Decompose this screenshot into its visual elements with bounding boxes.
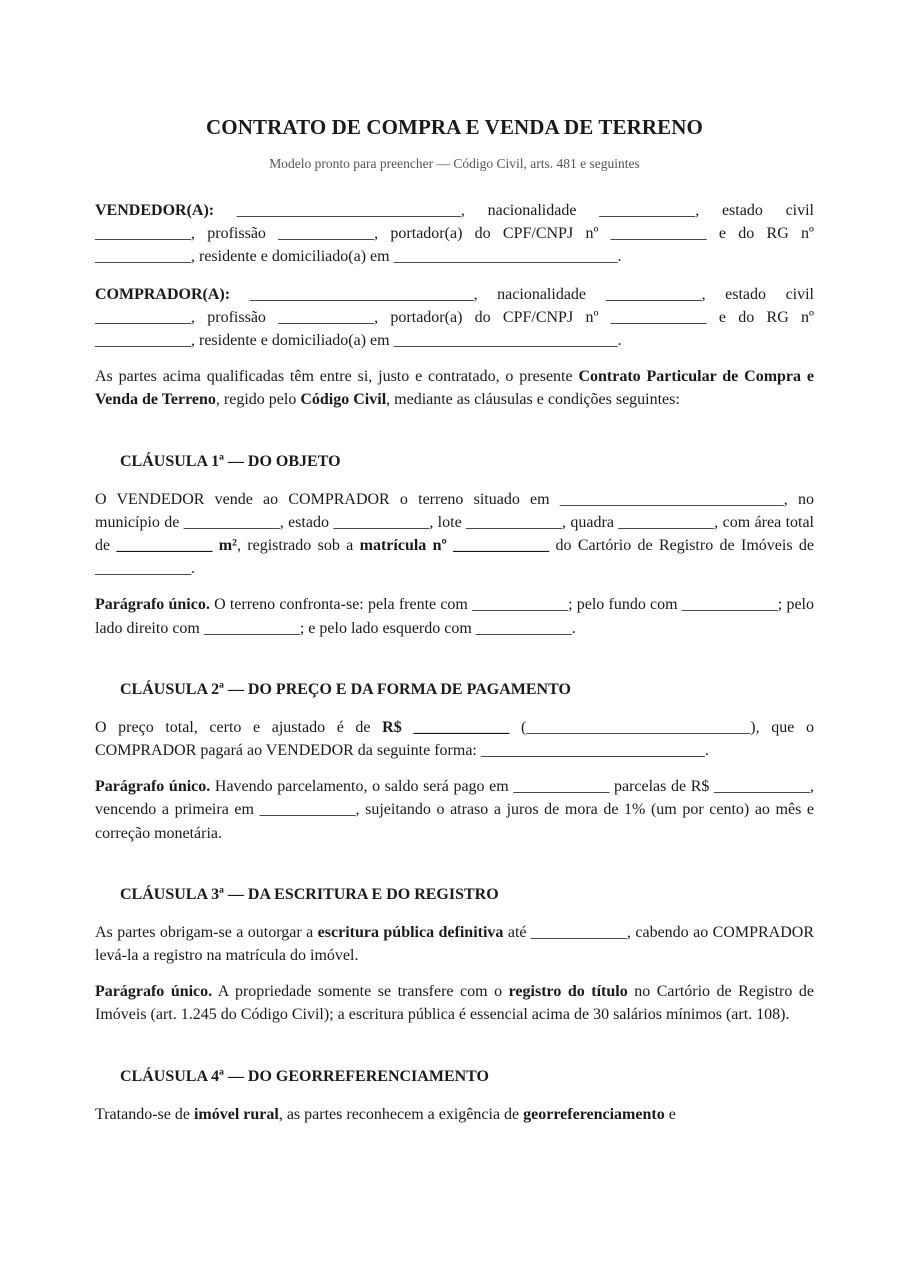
preamble-text: , regido pelo: [215, 391, 301, 409]
preamble-bold-code: Código Civil: [300, 391, 387, 409]
clause-text: A propriedade somente se transfere com o: [212, 983, 509, 1001]
clause-bold: matrícula nº ____________: [359, 537, 550, 555]
clause-2-paragraph: [95, 716, 814, 762]
preamble-bold-contract: Contrato Particular de Compra e Venda de Terreno: [95, 368, 814, 409]
clause-2-sole-paragraph: [95, 775, 814, 845]
clause-4-paragraph: [95, 1103, 814, 1126]
clause-2-heading: CLÁUSULA 2ª — DO PREÇO E DA FORMA DE PAGAMENTO: [120, 680, 571, 698]
sole-paragraph-label: Parágrafo único.: [95, 596, 210, 614]
clause-text: no Cartório de Registro de Imóveis (art. 1.245 do Código Civil); a escritura pública é essencial acima de 30 salários mínimos (art. 108).: [95, 983, 814, 1024]
clause-text: até ____________, cabendo ao COMPRADOR levá-la a registro na matrícula do imóvel.: [95, 923, 814, 965]
seller-qualification: [95, 199, 814, 269]
clause-bold: ____________ m²: [116, 537, 237, 555]
preamble-text: , mediante as cláusulas e condições seguintes:: [386, 391, 680, 409]
clause-bold: registro do título: [508, 983, 628, 1001]
buyer-qualification: [95, 283, 814, 353]
clause-4-heading: CLÁUSULA 4ª — DO GEORREFERENCIAMENTO: [120, 1067, 489, 1085]
sole-paragraph-label: Parágrafo único.: [95, 778, 211, 796]
document-subtitle: Modelo pronto para preencher — Código Civil, arts. 481 e seguintes: [269, 156, 640, 171]
clause-3-sole-paragraph: [95, 980, 814, 1026]
clause-1-sole-paragraph: [95, 593, 814, 639]
clause-1-heading: CLÁUSULA 1ª — DO OBJETO: [120, 452, 341, 470]
clause-text: As partes obrigam-se a outorgar a: [95, 923, 318, 941]
clause-text: O VENDEDOR vende ao COMPRADOR o terreno situado em ____________________________, no município de ____________, estado ____________, lote ____________, quadra ____________, com área total de: [95, 490, 814, 555]
contract-document: [95, 114, 814, 1126]
clause-text: (____________________________), que o COMPRADOR pagará ao VENDEDOR da seguinte forma: ____________________________.: [95, 718, 814, 760]
document-title: CONTRATO DE COMPRA E VENDA DE TERRENO: [206, 115, 703, 139]
clause-text: O preço total, certo e ajustado é de: [95, 718, 383, 736]
buyer-text: ____________________________, nacionalidade ____________, estado civil ____________, profissão ____________, portador(a) do CPF/CNPJ nº ____________ e do RG nº ____________, residente e domiciliado(a) em ____________________________.: [95, 285, 814, 350]
clause-text: Havendo parcelamento, o saldo será pago em ____________ parcelas de R$ ____________, vencendo a primeira em ____________, sujeitando o atraso a juros de mora de 1% (um por cento) ao mês e correção monetária.: [95, 778, 814, 842]
buyer-label: COMPRADOR(A):: [95, 285, 231, 303]
preamble-text: As partes acima qualificadas têm entre si, justo e contratado, o presente: [95, 368, 579, 386]
preamble-paragraph: [95, 365, 814, 411]
clause-3-paragraph: [95, 921, 814, 967]
clause-3-heading: CLÁUSULA 3ª — DA ESCRITURA E DO REGISTRO: [120, 885, 499, 903]
clause-1-paragraph: [95, 488, 814, 581]
clause-text: e: [664, 1105, 676, 1123]
clause-text: , as partes reconhecem a exigência de: [278, 1105, 524, 1123]
clause-bold: escritura pública definitiva: [317, 923, 504, 941]
clause-text: Tratando-se de: [95, 1105, 194, 1123]
sole-paragraph-label: Parágrafo único.: [95, 983, 213, 1001]
clause-bold: imóvel rural: [193, 1105, 279, 1123]
seller-label: VENDEDOR(A):: [95, 202, 215, 219]
clause-bold: georreferenciamento: [523, 1105, 665, 1123]
seller-text: ____________________________, nacionalidade ____________, estado civil ____________, profissão ____________, portador(a) do CPF/CNPJ nº ____________ e do RG nº ____________, residente e domiciliado(a) em ____________________________.: [95, 202, 814, 266]
clause-text: O terreno confronta-se: pela frente com ____________; pelo fundo com ____________; pelo lado direito com ____________; e pelo lado esquerdo com ____________.: [95, 596, 814, 637]
clause-bold: R$ ____________: [382, 718, 510, 736]
clause-text: , registrado sob a: [236, 537, 360, 555]
clause-text: do Cartório de Registro de Imóveis de ____________.: [95, 537, 815, 578]
